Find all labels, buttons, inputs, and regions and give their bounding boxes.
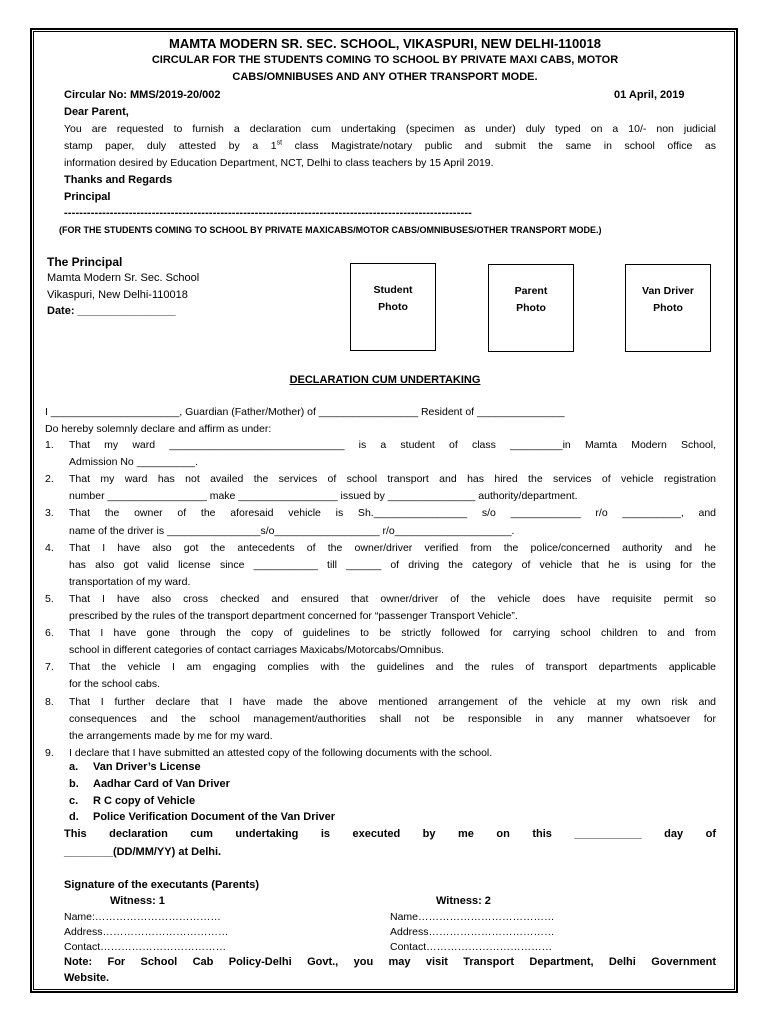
declaration-item-line: number _________________ make _________________ issued by _______________ authority/department. bbox=[69, 490, 578, 503]
school-title: MAMTA MODERN SR. SEC. SCHOOL, VIKASPURI, NEW DELHI-110018 bbox=[169, 36, 601, 51]
execution-line2: ________(DD/MM/YY) at Delhi. bbox=[64, 846, 222, 858]
declaration-item-number: 7. bbox=[45, 661, 54, 674]
declaration-item-line: That the vehicle I am engaging complies with the guidelines and the rules of transport departments applicable bbox=[69, 661, 716, 674]
declaration-item-line: I declare that I have submitted an attested copy of the following documents with the school. bbox=[69, 746, 493, 759]
declaration-item-line: the arrangements made by me for my ward. bbox=[69, 729, 273, 742]
declaration-item-line: That I further declare that I have made the above mentioned arrangement of the vehicle at my own risk and bbox=[69, 695, 716, 708]
letter-body-line2: stamp paper, duly attested by a 1st class Magistrate/notary public and submit the same in school office as bbox=[64, 139, 716, 152]
declaration-item-line: consequences and the school management/authorities shall not be responsible in any manner whatsoever for bbox=[69, 712, 716, 725]
circular-title-line2: CABS/OMNIBUSES AND ANY OTHER TRANSPORT MODE. bbox=[232, 71, 538, 83]
letter-body-line1: You are requested to furnish a declaration cum undertaking (specimen as under) duly typed on a 10/- non judicial bbox=[64, 123, 716, 135]
declaration-item-line: That my ward ______________________________ is a student of class _________in Mamta Modern School, bbox=[69, 439, 716, 451]
address-date: Date: ________________ bbox=[47, 305, 176, 317]
declaration-item-line: That I have gone through the copy of guidelines to be strictly followed for carrying school children to and from bbox=[69, 627, 716, 640]
circular-title-line1: CIRCULAR FOR THE STUDENTS COMING TO SCHOOL BY PRIVATE MAXI CABS, MOTOR bbox=[151, 54, 619, 66]
declaration-item-line: school in different categories of contact carriages Maxicabs/Motorcabs/Omnibus. bbox=[69, 644, 445, 657]
divider-line: ----------------------------------------------------------------------------------------------------------- bbox=[64, 207, 472, 219]
declaration-item-number: 3. bbox=[45, 507, 54, 520]
van-driver-photo-box[interactable]: Van Driver Photo bbox=[625, 264, 711, 352]
circular-date: 01 April, 2019 bbox=[614, 89, 685, 101]
document-item-text: R C copy of Vehicle bbox=[93, 794, 196, 807]
declaration-item-line: for the school cabs. bbox=[69, 678, 161, 691]
document-item-text: Van Driver’s License bbox=[93, 761, 201, 773]
transport-note: (FOR THE STUDENTS COMING TO SCHOOL BY PRIVATE MAXICABS/MOTOR CABS/OMNIBUSES/OTHER TRANSPORT MODE.) bbox=[59, 225, 602, 235]
document-item-letter: a. bbox=[69, 761, 79, 773]
witness2-label: Witness: 2 bbox=[436, 895, 491, 907]
salutation: Dear Parent, bbox=[64, 106, 129, 118]
declaration-intro-affirm: Do hereby solemnly declare and affirm as under: bbox=[45, 423, 272, 435]
student-photo-box[interactable]: Student Photo bbox=[350, 263, 436, 351]
document-item-text: Police Verification Document of the Van Driver bbox=[93, 811, 336, 824]
witness1-label: Witness: 1 bbox=[110, 895, 165, 907]
declaration-item-line: That the owner of the aforesaid vehicle is Sh.________________ s/o ____________ r/o __________, and bbox=[69, 507, 716, 520]
circular-number: Circular No: MMS/2019-20/002 bbox=[64, 89, 221, 101]
declaration-item-line: Admission No __________. bbox=[69, 456, 199, 469]
witness2-contact-field[interactable]: Contact……………………………… bbox=[390, 941, 553, 953]
address-line1: Mamta Modern Sr. Sec. School bbox=[47, 272, 200, 284]
declaration-item-number: 1. bbox=[45, 439, 54, 451]
declaration-item-line: transportation of my ward. bbox=[69, 575, 191, 588]
thanks-text: Thanks and Regards bbox=[64, 174, 173, 186]
declaration-item-line: prescribed by the rules of the transport department concerned for “passenger Transport Vehicle”. bbox=[69, 610, 518, 622]
document-item-letter: c. bbox=[69, 794, 79, 807]
declaration-item-number: 8. bbox=[45, 695, 54, 708]
declaration-item-number: 6. bbox=[45, 627, 54, 640]
principal-signoff: Principal bbox=[64, 191, 111, 203]
declaration-item-line: has also got valid license since ___________ till ______ of driving the category of vehicle that he is using for the bbox=[69, 558, 716, 571]
execution-line1: This declaration cum undertaking is executed by me on this ___________ day of bbox=[64, 828, 716, 840]
declaration-item-line: That I have also got the antecedents of the owner/driver verified from the police/concerned authority and he bbox=[69, 541, 716, 554]
address-line2: Vikaspuri, New Delhi-110018 bbox=[47, 289, 188, 301]
witness1-contact-field[interactable]: Contact……………………………… bbox=[64, 941, 227, 953]
letter-body-line3: information desired by Education Department, NCT, Delhi to class teachers by 15 April 2019. bbox=[64, 157, 494, 169]
policy-note-line2: Website. bbox=[64, 972, 110, 984]
address-to: The Principal bbox=[47, 255, 123, 269]
declaration-intro-guardian: I ______________________, Guardian (Father/Mother) of _________________ Resident of _______________ bbox=[45, 406, 565, 418]
declaration-item-line: That my ward has not availed the services of school transport and has hired the services of vehicle registration bbox=[69, 473, 716, 486]
document-item-text: Aadhar Card of Van Driver bbox=[93, 777, 230, 790]
witness1-address-field[interactable]: Address……………………………… bbox=[64, 926, 229, 938]
parent-photo-box[interactable]: Parent Photo bbox=[488, 264, 574, 352]
policy-note-line1: Note: For School Cab Policy-Delhi Govt., you may visit Transport Department, Delhi Government bbox=[64, 956, 716, 968]
declaration-item-line: name of the driver is ________________s/o__________________ r/o____________________. bbox=[69, 524, 515, 537]
declaration-item-number: 5. bbox=[45, 592, 54, 605]
declaration-title: DECLARATION CUM UNDERTAKING bbox=[289, 374, 481, 386]
witness1-name-field[interactable]: Name:……………………………… bbox=[64, 911, 221, 923]
declaration-item-line: That I have also cross checked and ensured that owner/driver of the vehicle does have requisite permit so bbox=[69, 592, 716, 605]
declaration-item-number: 4. bbox=[45, 541, 54, 554]
document-item-letter: b. bbox=[69, 777, 79, 790]
declaration-item-number: 9. bbox=[45, 746, 54, 759]
witness2-name-field[interactable]: Name………………………………… bbox=[390, 911, 555, 923]
witness2-address-field[interactable]: Address……………………………… bbox=[390, 926, 555, 938]
document-item-letter: d. bbox=[69, 811, 79, 824]
declaration-item-number: 2. bbox=[45, 473, 54, 486]
signature-title: Signature of the executants (Parents) bbox=[64, 879, 259, 891]
